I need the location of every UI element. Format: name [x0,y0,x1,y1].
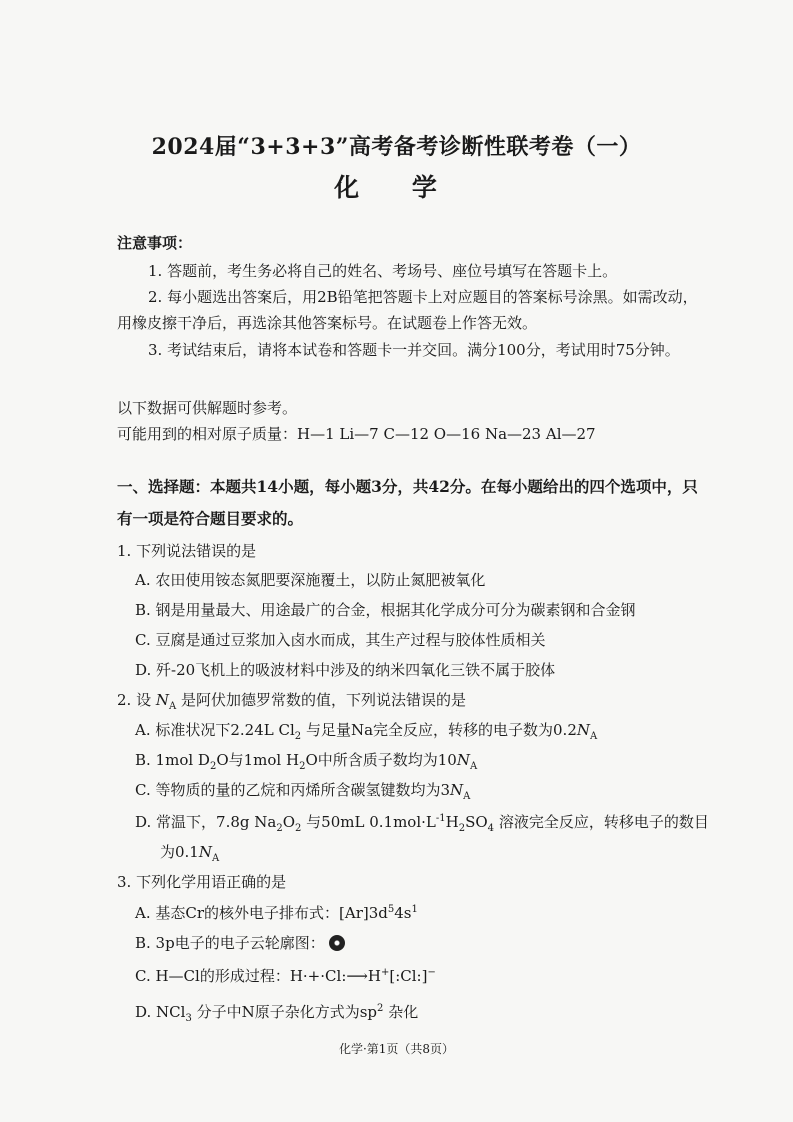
q1-option-a: A. 农田使用铵态氮肥要深施覆土，以防止氮肥被氧化 [135,571,486,589]
notice-item-2-cont: 用橡皮擦干净后，再选涂其他答案标号。在试题卷上作答无效。 [117,314,538,332]
q3-option-b: B. 3p电子的电子云轮廓图： [135,933,345,953]
page-footer: 化学·第1页（共8页） [338,1042,455,1056]
notice-item-1: 1. 答题前，考生务必将自己的姓名、考场号、座位号填写在答题卡上。 [148,262,618,280]
q2-option-a: A. 标准状况下2.24L $Cl_2$ 与足量Na完全反应，转移的电子数为$0.2N_A$ [135,721,598,742]
q2-stem: 2. 设 $N_A$ 是阿伏加德罗常数的值，下列说法错误的是 [117,691,467,712]
q1-option-b: B. 钢是用量最大、用途最广的合金，根据其化学成分可分为碳素钢和合金钢 [135,601,636,619]
q3-option-a: A. 基态Cr的核外电子排布式：$[Ar]3d^54s^1$ [135,904,418,922]
q3-option-d: D. NCl$_3$ 分子中N原子杂化方式为$sp^2$ 杂化 [135,1003,419,1024]
q3-option-c: C. H—Cl的形成过程：H·+·Cl:⟶H+[:Cl:]− [135,967,436,985]
notice-item-3: 3. 考试结束后，请将本试卷和答题卡一并交回。满分100分，考试用时75分钟。 [148,341,680,359]
q1-option-d: D. 歼-20飞机上的吸波材料中涉及的纳米四氧化三铁不属于胶体 [135,661,556,679]
exam-title: 2024届“3+3+3”高考备考诊断性联考卷（一） [151,134,642,160]
q1-stem: 1. 下列说法错误的是 [117,542,257,560]
subject-title: 化 学 [334,173,459,202]
q1-option-c: C. 豆腐是通过豆浆加入卤水而成，其生产过程与胶体性质相关 [135,631,546,649]
q3-stem: 3. 下列化学用语正确的是 [117,873,287,891]
q2-option-d: D. 常温下，7.8g $Na_2O_2$ 与50mL $0.1mol\cdot L^{-1}H_2SO_4$ 溶液完全反应，转移电子的数目 [135,813,709,834]
ref-line-1: 以下数据可供解题时参考。 [117,399,298,417]
orbital-diagram-icon [329,935,345,951]
notice-heading: 注意事项： [117,234,193,252]
q2-option-b: B. 1mol $D_2O$与1mol $H_2O$中所含质子数均为$10N_A$ [135,751,478,772]
section-heading-1: 一、选择题：本题共14小题，每小题3分，共42分。在每小题给出的四个选项中，只 [117,477,698,496]
notice-item-2: 2. 每小题选出答案后，用2B铅笔把答题卡上对应题目的答案标号涂黑。如需改动， [148,288,698,306]
ref-line-2: 可能用到的相对原子质量：H—1 Li—7 C—12 O—16 Na—23 Al—27 [117,425,596,443]
q2-option-d-cont: 为$0.1N_A$ [160,843,220,864]
q2-option-c: C. 等物质的量的乙烷和丙烯所含碳氢键数均为$3N_A$ [135,781,471,802]
section-heading-2: 有一项是符合题目要求的。 [117,509,304,528]
